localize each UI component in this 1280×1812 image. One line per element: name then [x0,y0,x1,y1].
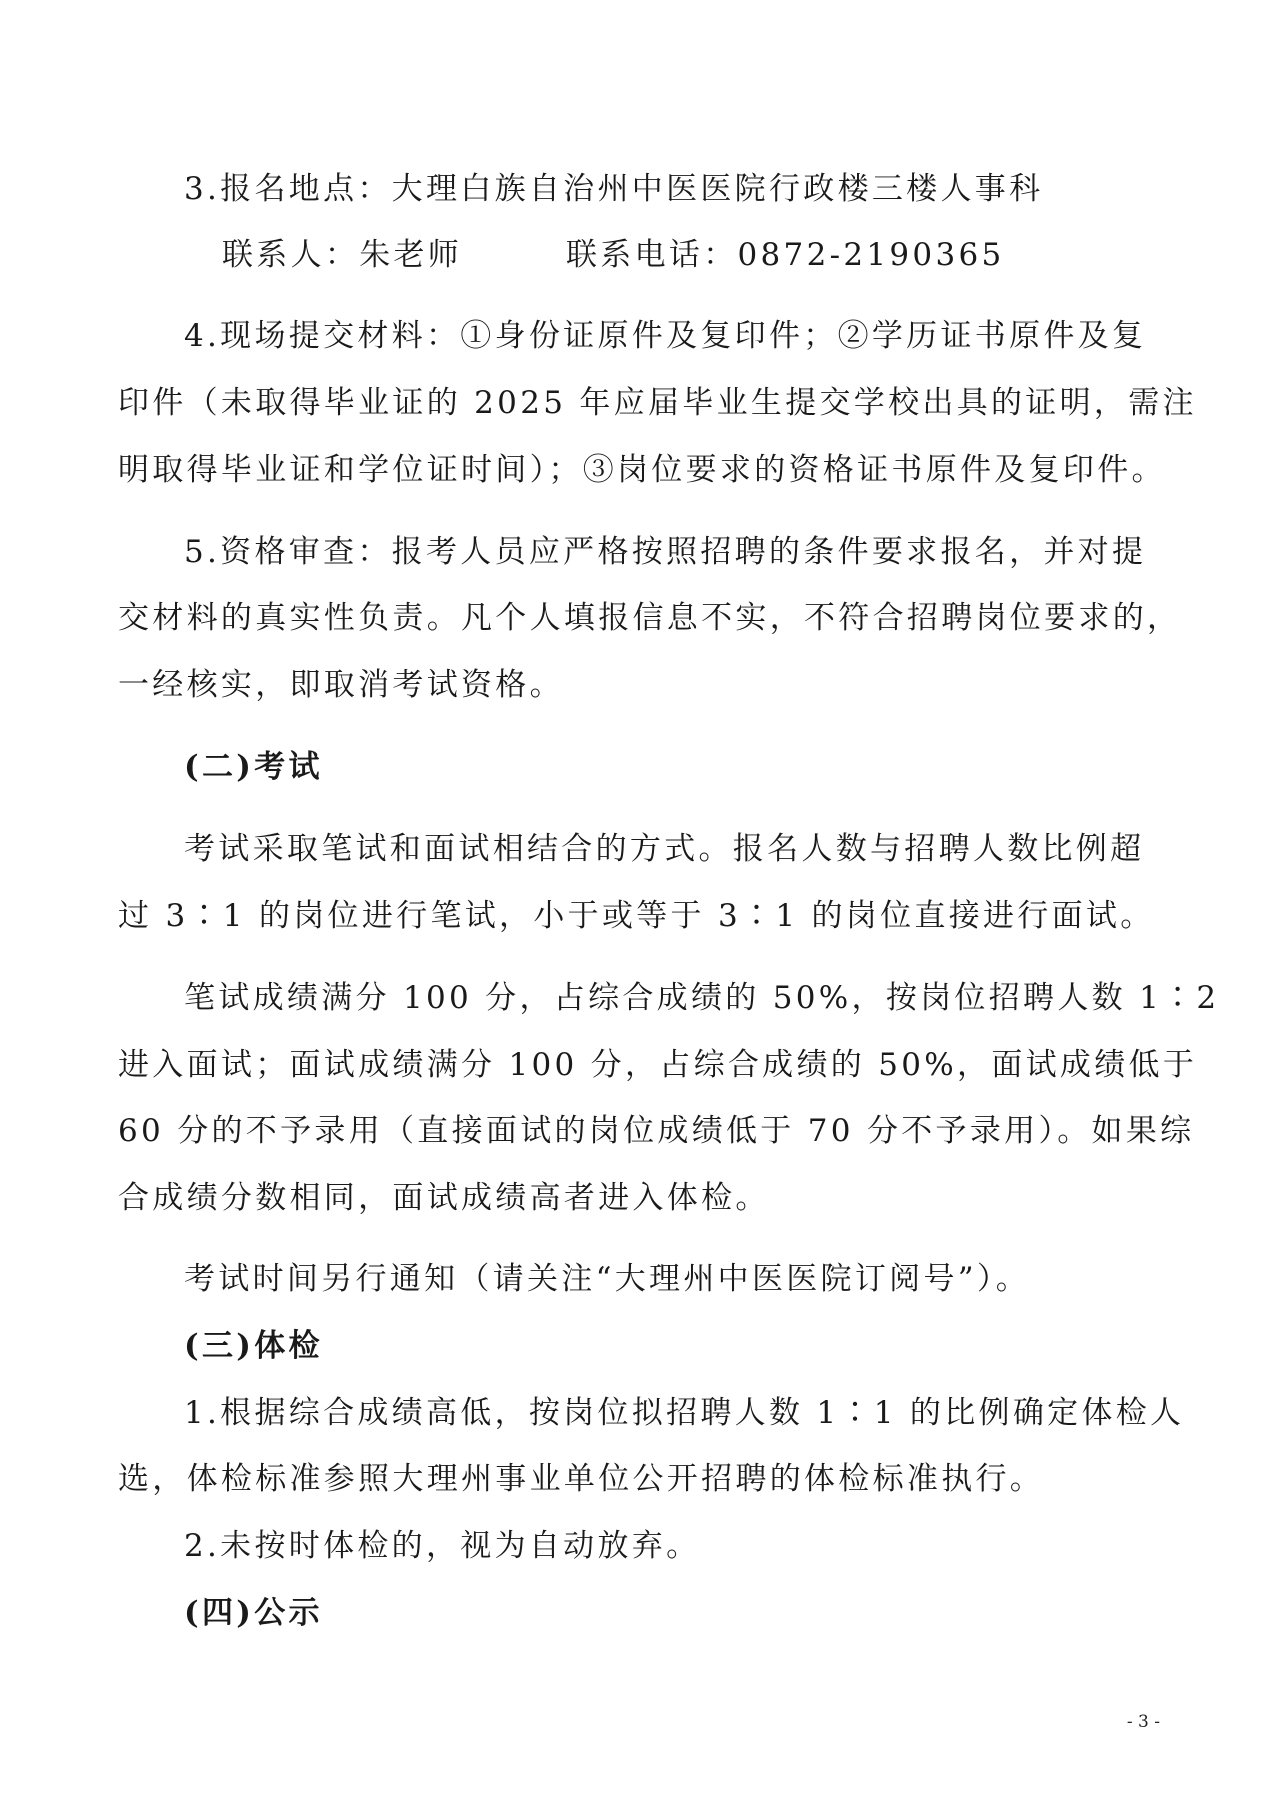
materials-line-1: 4.现场提交材料：①身份证原件及复印件；②学历证书原件及复 [184,318,1147,354]
section-heading-exam: (二)考试 [184,749,323,785]
qualification-line-1: 5.资格审查：报考人员应严格按照招聘的条件要求报名，并对提 [184,534,1147,570]
exam-time-notice: 考试时间另行通知（请关注“大理州中医医院订阅号”）。 [184,1261,1030,1297]
qualification-line-3: 一经核实，即取消考试资格。 [118,667,564,703]
physical-line-3: 2.未按时体检的，视为自动放弃。 [184,1528,701,1564]
physical-line-1: 1.根据综合成绩高低，按岗位拟招聘人数 1∶1 的比例确定体检人 [184,1395,1185,1431]
materials-line-3: 明取得毕业证和学位证时间）；③岗位要求的资格证书原件及复印件。 [118,452,1166,488]
qualification-line-2: 交材料的真实性负责。凡个人填报信息不实，不符合招聘岗位要求的， [118,600,1182,636]
contact-phone: 联系电话：0872-2190365 [566,237,1005,273]
scoring-line-4: 合成绩分数相同，面试成绩高者进入体检。 [118,1180,770,1216]
section-heading-publicity: (四)公示 [184,1595,323,1631]
physical-line-2: 选，体检标准参照大理州事业单位公开招聘的体检标准执行。 [118,1461,1045,1497]
page-number: - 3 - [1126,1712,1160,1732]
scoring-line-3: 60 分的不予录用（直接面试的岗位成绩低于 70 分不予录用）。如果综 [118,1113,1195,1149]
materials-line-2: 印件（未取得毕业证的 2025 年应届毕业生提交学校出具的证明，需注 [118,385,1197,421]
scoring-line-1: 笔试成绩满分 100 分，占综合成绩的 50%，按岗位招聘人数 1∶2 [184,980,1220,1016]
scoring-line-2: 进入面试；面试成绩满分 100 分，占综合成绩的 50%，面试成绩低于 [118,1047,1198,1083]
contact-person: 联系人：朱老师 [222,237,463,273]
section-heading-physical: (三)体检 [184,1328,323,1364]
registration-location-line: 3.报名地点：大理白族自治州中医医院行政楼三楼人事科 [184,171,1044,207]
exam-method-line-2: 过 3∶1 的岗位进行笔试，小于或等于 3∶1 的岗位直接进行面试。 [118,898,1155,934]
exam-method-line-1: 考试采取笔试和面试相结合的方式。报名人数与招聘人数比例超 [184,831,1145,867]
